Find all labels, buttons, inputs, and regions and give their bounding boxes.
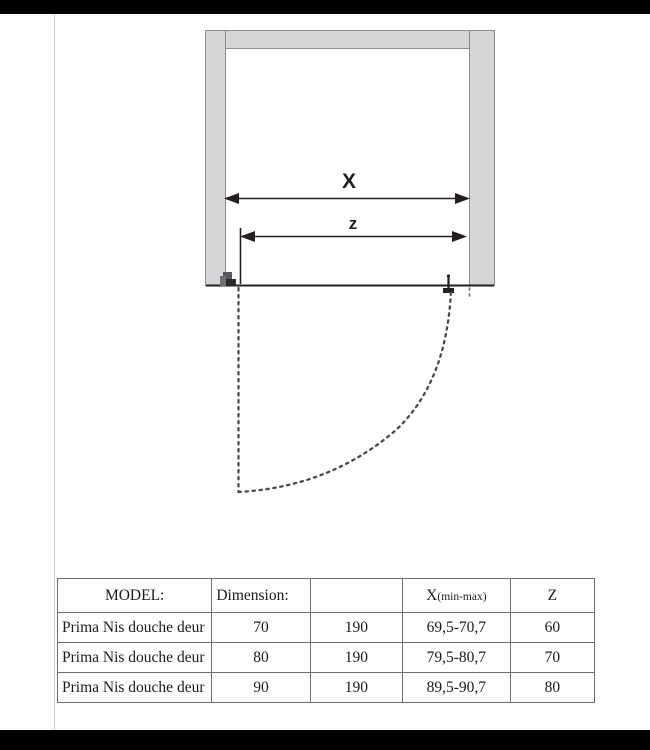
cell-z: 70 bbox=[510, 643, 594, 673]
table-row bbox=[58, 613, 595, 643]
cell-x: 89,5-90,7 bbox=[402, 673, 510, 703]
cell-z: 80 bbox=[510, 673, 594, 703]
cell-height: 190 bbox=[310, 673, 402, 703]
x-dimension-label: X bbox=[341, 170, 357, 193]
header-dimension: Dimension: bbox=[212, 579, 310, 613]
letterbox-bottom bbox=[0, 730, 650, 750]
cell-dimension: 80 bbox=[212, 643, 310, 673]
spec-table bbox=[57, 578, 595, 703]
table-row bbox=[58, 673, 595, 703]
cell-dimension: 90 bbox=[212, 673, 310, 703]
cell-x: 69,5-70,7 bbox=[402, 613, 510, 643]
cell-model: Prima Nis douche deur bbox=[58, 673, 212, 703]
cell-height: 190 bbox=[310, 643, 402, 673]
header-x-letter: X bbox=[426, 586, 438, 604]
cell-z: 60 bbox=[510, 613, 594, 643]
header-z: Z bbox=[510, 579, 594, 613]
header-model: MODEL: bbox=[58, 579, 212, 613]
spec-table-wrapper bbox=[57, 578, 595, 703]
cell-model: Prima Nis douche deur bbox=[58, 643, 212, 673]
cell-height: 190 bbox=[310, 613, 402, 643]
header-x-suffix: (min-max) bbox=[437, 590, 487, 603]
header-x bbox=[402, 579, 510, 613]
table-row bbox=[58, 643, 595, 673]
table-header-row bbox=[58, 579, 595, 613]
header-height bbox=[310, 579, 402, 613]
niche-opening bbox=[226, 49, 470, 286]
cell-x: 79,5-80,7 bbox=[402, 643, 510, 673]
cell-model: Prima Nis douche deur bbox=[58, 613, 212, 643]
cell-dimension: 70 bbox=[212, 613, 310, 643]
z-dimension-label: z bbox=[348, 214, 358, 233]
door-swing-arc bbox=[239, 288, 452, 492]
